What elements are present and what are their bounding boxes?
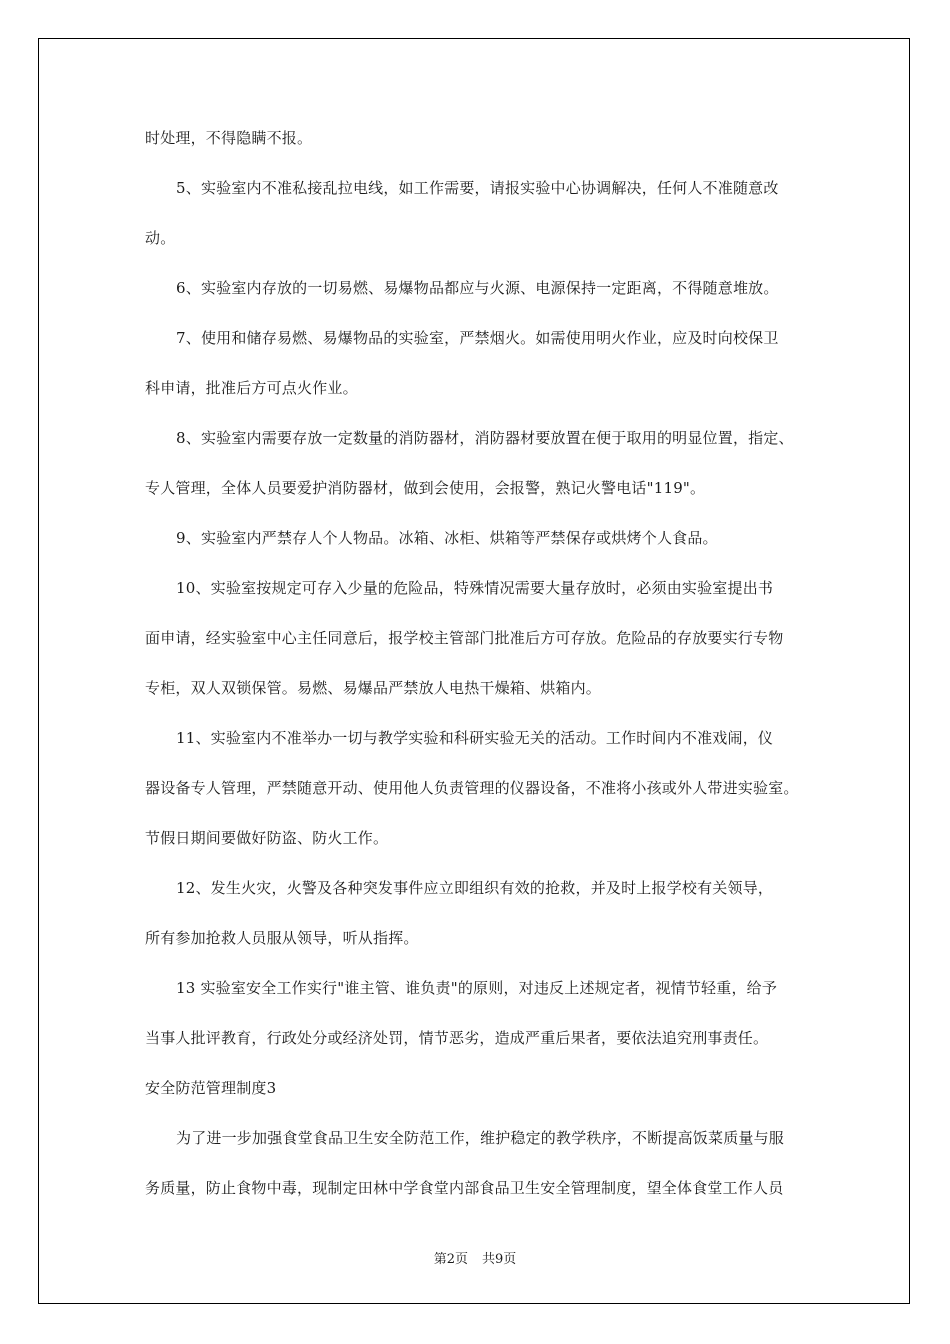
text-line: 为了进一步加强食堂食品卫生安全防范工作，维护稳定的教学秩序，不断提高饭菜质量与服	[176, 1129, 785, 1147]
text-line: 务质量，防止食物中毒，现制定田林中学食堂内部食品卫生安全管理制度，望全体食堂工作人员	[145, 1179, 784, 1197]
text-line: 8、实验室内需要存放一定数量的消防器材，消防器材要放置在便于取用的明显位置，指定、	[176, 429, 794, 447]
text-line: 当事人批评教育，行政处分或经济处罚，情节恶劣，造成严重后果者，要依法追究刑事责任。	[145, 1029, 769, 1047]
text-line: 11、实验室内不准举办一切与教学实验和科研实验无关的活动。工作时间内不准戏闹，仪	[176, 729, 774, 747]
text-line: 节假日期间要做好防盗、防火工作。	[145, 829, 389, 847]
text-line: 5、实验室内不准私接乱拉电线，如工作需要，请报实验中心协调解决，任何人不准随意改	[176, 179, 779, 197]
text-line: 所有参加抢救人员服从领导，听从指挥。	[145, 929, 419, 947]
text-line: 专人管理，全体人员要爱护消防器材，做到会使用，会报警，熟记火警电话"119"。	[145, 479, 706, 497]
text-line: 面申请，经实验室中心主任同意后，报学校主管部门批准后方可存放。危险品的存放要实行专物	[145, 629, 784, 647]
page-footer	[0, 1248, 950, 1267]
section-heading: 安全防范管理制度3	[145, 1079, 277, 1097]
document-body	[145, 120, 810, 1220]
text-line: 13 实验室安全工作实行"谁主管、谁负责"的原则，对违反上述规定者，视情节轻重，给予	[176, 979, 778, 997]
text-line: 10、实验室按规定可存入少量的危险品，特殊情况需要大量存放时，必须由实验室提出书	[176, 579, 774, 597]
text-line: 12、发生火灾，火警及各种突发事件应立即组织有效的抢救，并及时上报学校有关领导，	[176, 879, 774, 897]
text-line: 9、实验室内严禁存人个人物品。冰箱、冰柜、烘箱等严禁保存或烘烤个人食品。	[176, 529, 718, 547]
text-line: 时处理，不得隐瞒不报。	[145, 129, 313, 147]
page-number: 第2页	[433, 1252, 468, 1267]
page-total: 共9页	[482, 1252, 517, 1267]
text-line: 6、实验室内存放的一切易燃、易爆物品都应与火源、电源保持一定距离，不得随意堆放。	[176, 279, 779, 297]
text-line: 器设备专人管理，严禁随意开动、使用他人负责管理的仪器设备，不准将小孩或外人带进实验室。	[145, 779, 799, 797]
text-line: 动。	[145, 229, 176, 247]
text-line: 科申请，批准后方可点火作业。	[145, 379, 358, 397]
text-line: 专柜，双人双锁保管。易燃、易爆品严禁放人电热干燥箱、烘箱内。	[145, 679, 602, 697]
text-line: 7、使用和储存易燃、易爆物品的实验室，严禁烟火。如需使用明火作业，应及时向校保卫	[176, 329, 779, 347]
